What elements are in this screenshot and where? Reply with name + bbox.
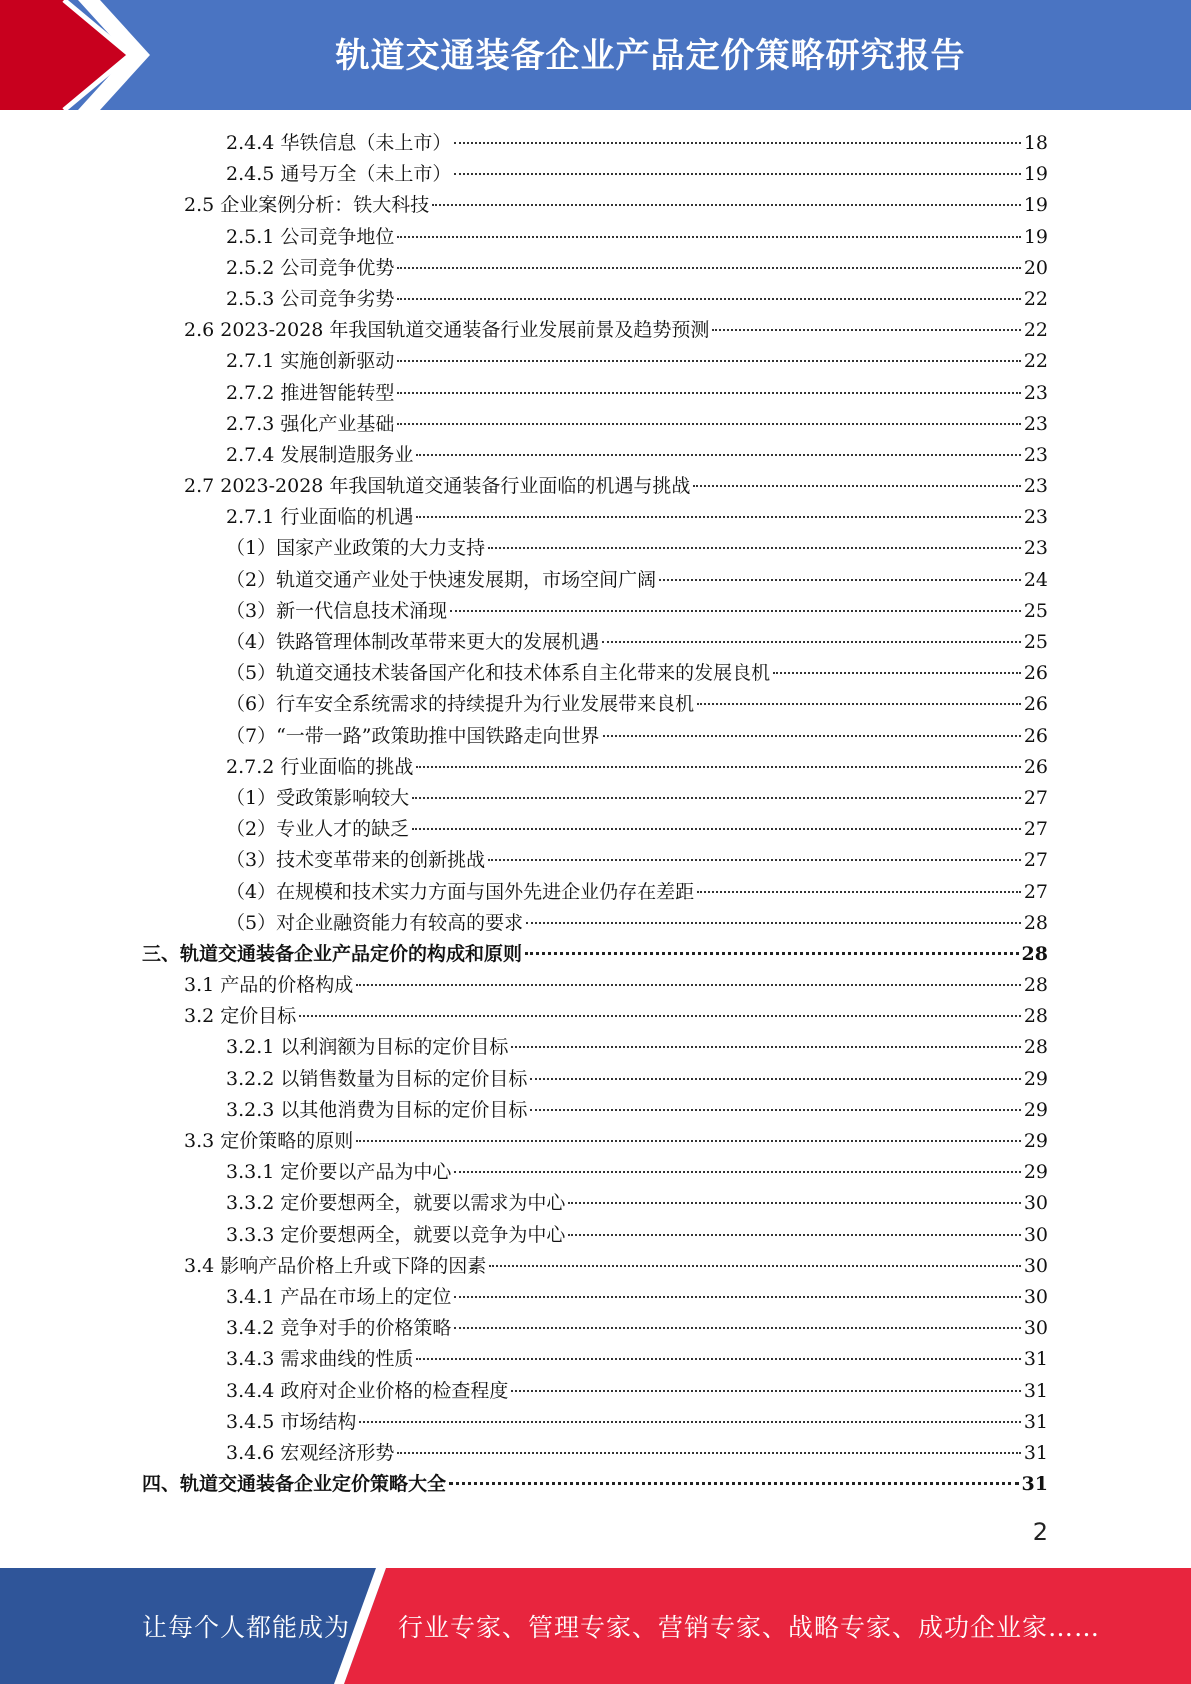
toc-entry-page: 19 — [1023, 225, 1048, 248]
toc-leader-dots — [525, 952, 1019, 955]
toc-leader-dots — [416, 1358, 1020, 1360]
toc-entry-page: 23 — [1023, 381, 1048, 404]
toc-entry-label: 2.7.1 实施创新驱动 — [226, 350, 395, 373]
toc-entry-label: 2.5.2 公司竞争优势 — [226, 256, 395, 279]
toc-entry-label: 3.2.2 以销售数量为目标的定价目标 — [226, 1067, 528, 1090]
toc-entry-label: （4）铁路管理体制改革带来更大的发展机遇 — [226, 631, 600, 653]
toc-entry-page: 31 — [1023, 1348, 1048, 1371]
toc-leader-dots — [526, 922, 1021, 924]
toc-entry-label: 3.2.3 以其他消费为目标的定价目标 — [226, 1098, 528, 1121]
toc-entry-page: 27 — [1023, 786, 1048, 809]
toc-entry-page: 28 — [1023, 1036, 1048, 1059]
toc-entry-label: 3.4.2 竞争对手的价格策略 — [226, 1317, 452, 1340]
toc-entry-label: 3.4.6 宏观经济形势 — [226, 1441, 395, 1464]
toc-entry-label: （1）受政策影响较大 — [226, 786, 410, 809]
toc-leader-dots — [416, 766, 1020, 768]
toc-entry-page: 26 — [1023, 693, 1048, 716]
toc-entry[interactable] — [0, 222, 1191, 253]
toc-entry-label: 3.2 定价目标 — [184, 1005, 297, 1028]
toc-entry[interactable] — [0, 1313, 1191, 1344]
toc-entry-page: 23 — [1023, 537, 1048, 560]
toc-entry[interactable] — [0, 1220, 1191, 1251]
toc-entry-page: 31 — [1023, 1441, 1048, 1464]
toc-leader-dots — [397, 360, 1020, 362]
toc-entry-label: 3.3.2 定价要想两全，就要以需求为中心 — [226, 1192, 566, 1215]
toc-leader-dots — [397, 392, 1020, 394]
toc-leader-dots — [412, 797, 1021, 799]
toc-entry-label: 2.7.3 强化产业基础 — [226, 412, 395, 435]
toc-leader-dots — [449, 1482, 1019, 1485]
toc-entry-page: 25 — [1023, 599, 1048, 622]
toc-entry-page: 23 — [1023, 412, 1048, 435]
toc-entry[interactable] — [0, 783, 1191, 814]
toc-leader-dots — [454, 1327, 1020, 1329]
toc-entry[interactable] — [0, 253, 1191, 284]
toc-entry-label: （6）行车安全系统需求的持续提升为行业发展带来良机 — [226, 693, 695, 716]
toc-entry-label: （5）对企业融资能力有较高的要求 — [226, 911, 524, 934]
toc-leader-dots — [299, 1015, 1021, 1017]
toc-entry[interactable] — [0, 315, 1191, 346]
toc-entry[interactable] — [0, 1064, 1191, 1095]
toc-leader-dots — [659, 579, 1021, 581]
toc-entry[interactable] — [0, 565, 1191, 596]
toc-leader-dots — [454, 1171, 1020, 1173]
toc-entry-page: 30 — [1023, 1254, 1048, 1277]
toc-entry[interactable] — [0, 1282, 1191, 1313]
toc-entry-page: 18 — [1023, 132, 1048, 154]
toc-entry-label: 2.5 企业案例分析：铁大科技 — [184, 194, 430, 217]
report-title: 轨道交通装备企业产品定价策略研究报告 — [335, 36, 966, 76]
toc-leader-dots — [397, 1452, 1020, 1454]
toc-entry[interactable] — [0, 814, 1191, 845]
toc-entry-page: 31 — [1023, 1410, 1048, 1433]
toc-leader-dots — [693, 485, 1020, 487]
toc-leader-dots — [450, 610, 1021, 612]
toc-entry-label: 3.4.3 需求曲线的性质 — [226, 1348, 414, 1371]
toc-entry-page: 29 — [1023, 1161, 1048, 1184]
toc-entry-page: 23 — [1023, 506, 1048, 529]
toc-entry-label: 2.5.1 公司竞争地位 — [226, 225, 395, 248]
footer-roles: 行业专家、管理专家、营销专家、战略专家、成功企业家…… — [398, 1613, 1101, 1642]
toc-leader-dots — [697, 891, 1021, 893]
toc-entry-page: 31 — [1023, 1379, 1048, 1402]
toc-entry[interactable] — [0, 502, 1191, 533]
toc-entry-page: 25 — [1023, 631, 1048, 653]
toc-entry-page: 22 — [1023, 319, 1048, 342]
footer-slogan: 让每个人都能成为 — [142, 1613, 351, 1642]
toc-entry[interactable] — [0, 908, 1191, 939]
toc-leader-dots — [530, 1078, 1020, 1080]
toc-entry[interactable] — [0, 1095, 1191, 1126]
toc-entry[interactable] — [0, 1001, 1191, 1032]
toc-entry-page: 20 — [1023, 256, 1048, 279]
toc-entry[interactable] — [0, 845, 1191, 876]
toc-entry-page: 27 — [1023, 849, 1048, 872]
toc-entry-page: 23 — [1023, 443, 1048, 466]
toc-entry[interactable] — [0, 1407, 1191, 1438]
toc-entry-page: 27 — [1023, 818, 1048, 841]
toc-entry[interactable] — [0, 1126, 1191, 1157]
toc-leader-dots — [568, 1202, 1020, 1204]
toc-entry-page: 19 — [1023, 194, 1048, 217]
toc-entry-page: 29 — [1023, 1067, 1048, 1090]
toc-entry-label: 3.3.3 定价要想两全，就要以竞争为中心 — [226, 1223, 566, 1246]
toc-leader-dots — [568, 1234, 1020, 1236]
toc-entry-label: 3.4.1 产品在市场上的定位 — [226, 1285, 452, 1308]
toc-leader-dots — [488, 547, 1021, 549]
toc-entry-page: 30 — [1023, 1317, 1048, 1340]
toc-entry[interactable] — [0, 440, 1191, 471]
toc-entry-label: 2.4.4 华铁信息（未上市） — [226, 132, 452, 154]
toc-entry-page: 28 — [1023, 1005, 1048, 1028]
toc-entry[interactable] — [0, 752, 1191, 783]
toc-entry-page: 26 — [1023, 724, 1048, 747]
toc-leader-dots — [397, 298, 1020, 300]
toc-leader-dots — [454, 1296, 1020, 1298]
toc-leader-dots — [488, 859, 1021, 861]
toc-entry-page: 31 — [1021, 1473, 1048, 1496]
toc-entry-page: 30 — [1023, 1192, 1048, 1215]
page-footer — [0, 1568, 1191, 1684]
toc-entry-page: 23 — [1023, 475, 1048, 498]
toc-entry[interactable] — [0, 1157, 1191, 1188]
toc-entry-label: （1）国家产业政策的大力支持 — [226, 537, 486, 560]
toc-leader-dots — [603, 735, 1021, 737]
toc-entry[interactable] — [0, 284, 1191, 315]
toc-entry-page: 24 — [1023, 568, 1048, 591]
toc-leader-dots — [397, 267, 1020, 269]
toc-entry[interactable] — [0, 721, 1191, 752]
toc-entry[interactable] — [0, 471, 1191, 502]
toc-leader-dots — [416, 516, 1020, 518]
toc-leader-dots — [530, 1109, 1020, 1111]
toc-leader-dots — [432, 204, 1021, 206]
toc-entry[interactable] — [0, 533, 1191, 564]
toc-entry[interactable] — [0, 877, 1191, 908]
toc-entry[interactable] — [0, 1469, 1191, 1500]
toc-entry-page: 30 — [1023, 1285, 1048, 1308]
toc-entry-label: 2.4.5 通号万全（未上市） — [226, 163, 452, 186]
toc-entry-page: 22 — [1023, 287, 1048, 310]
toc-entry-page: 26 — [1023, 755, 1048, 778]
toc-leader-dots — [359, 1421, 1020, 1423]
toc-entry-page: 27 — [1023, 880, 1048, 903]
toc-leader-dots — [454, 173, 1020, 175]
toc-entry-label: 3.3 定价策略的原则 — [184, 1130, 354, 1152]
toc-leader-dots — [397, 236, 1020, 238]
toc-entry[interactable] — [0, 596, 1191, 627]
toc-entry-label: 3.4.5 市场结构 — [226, 1410, 357, 1433]
toc-entry-label: 2.7.2 行业面临的挑战 — [226, 755, 414, 778]
toc-leader-dots — [489, 1265, 1021, 1267]
toc-entry-page: 22 — [1023, 350, 1048, 373]
toc-entry-page: 28 — [1023, 974, 1048, 997]
toc-entry[interactable] — [0, 658, 1191, 689]
toc-leader-dots — [511, 1046, 1020, 1048]
toc-entry-page: 28 — [1021, 942, 1048, 965]
toc-leader-dots — [356, 1140, 1021, 1142]
toc-entry-label: （2）专业人才的缺乏 — [226, 818, 410, 841]
page-number: 2 — [1032, 1518, 1048, 1546]
toc-entry[interactable] — [0, 970, 1191, 1001]
toc-entry[interactable] — [0, 627, 1191, 658]
toc-entry-label: （4）在规模和技术实力方面与国外先进企业仍存在差距 — [226, 880, 695, 903]
toc-entry-label: 2.7.4 发展制造服务业 — [226, 443, 414, 466]
toc-leader-dots — [773, 672, 1021, 674]
toc-entry[interactable] — [0, 346, 1191, 377]
toc-leader-dots — [511, 1390, 1020, 1392]
toc-entry-label: 2.6 2023-2028 年我国轨道交通装备行业发展前景及趋势预测 — [184, 319, 710, 342]
toc-entry-label: （3）技术变革带来的创新挑战 — [226, 849, 486, 872]
toc-leader-dots — [697, 703, 1021, 705]
toc-entry-page: 30 — [1023, 1223, 1048, 1246]
toc-leader-dots — [356, 984, 1021, 986]
toc-entry-label: 2.7 2023-2028 年我国轨道交通装备行业面临的机遇与挑战 — [184, 475, 691, 498]
toc-entry-label: 三、轨道交通装备企业产品定价的构成和原则 — [142, 942, 523, 965]
toc-leader-dots — [454, 142, 1020, 144]
toc-entry[interactable] — [0, 1188, 1191, 1219]
toc-entry-label: （2）轨道交通产业处于快速发展期，市场空间广阔 — [226, 568, 657, 591]
toc-entry-label: 3.4 影响产品价格上升或下降的因素 — [184, 1254, 487, 1277]
toc-entry-label: （3）新一代信息技术涌现 — [226, 599, 448, 622]
toc-entry[interactable] — [0, 939, 1191, 970]
toc-entry-label: 四、轨道交通装备企业定价策略大全 — [142, 1473, 447, 1496]
toc-entry[interactable] — [0, 409, 1191, 440]
toc-entry[interactable] — [0, 378, 1191, 409]
toc-leader-dots — [412, 828, 1021, 830]
toc-entry-label: （7）“一带一路”政策助推中国铁路走向世界 — [226, 724, 600, 747]
toc-entry[interactable] — [0, 1032, 1191, 1063]
toc-entry[interactable] — [0, 128, 1191, 159]
page-header — [0, 0, 1191, 110]
toc-entry-label: 3.4.4 政府对企业价格的检查程度 — [226, 1379, 509, 1402]
toc-entry-label: 3.1 产品的价格构成 — [184, 974, 354, 997]
toc-entry-page: 29 — [1023, 1130, 1048, 1152]
toc-leader-dots — [397, 423, 1020, 425]
toc-entry-label: 2.7.1 行业面临的机遇 — [226, 506, 414, 529]
table-of-contents — [0, 128, 1191, 1500]
toc-entry-page: 28 — [1023, 911, 1048, 934]
toc-leader-dots — [602, 641, 1021, 643]
toc-entry[interactable] — [0, 1344, 1191, 1375]
toc-entry[interactable] — [0, 190, 1191, 221]
toc-entry[interactable] — [0, 1438, 1191, 1469]
toc-entry-label: 2.5.3 公司竞争劣势 — [226, 287, 395, 310]
toc-entry-page: 29 — [1023, 1098, 1048, 1121]
toc-entry[interactable] — [0, 1376, 1191, 1407]
toc-entry-page: 26 — [1023, 662, 1048, 685]
toc-entry[interactable] — [0, 159, 1191, 190]
toc-entry-label: （5）轨道交通技术装备国产化和技术体系自主化带来的发展良机 — [226, 662, 771, 685]
toc-leader-dots — [416, 454, 1020, 456]
toc-entry[interactable] — [0, 1251, 1191, 1282]
toc-entry-label: 2.7.2 推进智能转型 — [226, 381, 395, 404]
toc-entry-label: 3.3.1 定价要以产品为中心 — [226, 1161, 452, 1184]
toc-entry[interactable] — [0, 689, 1191, 720]
toc-entry-label: 3.2.1 以利润额为目标的定价目标 — [226, 1036, 509, 1059]
toc-leader-dots — [712, 329, 1020, 331]
toc-entry-page: 19 — [1023, 163, 1048, 186]
